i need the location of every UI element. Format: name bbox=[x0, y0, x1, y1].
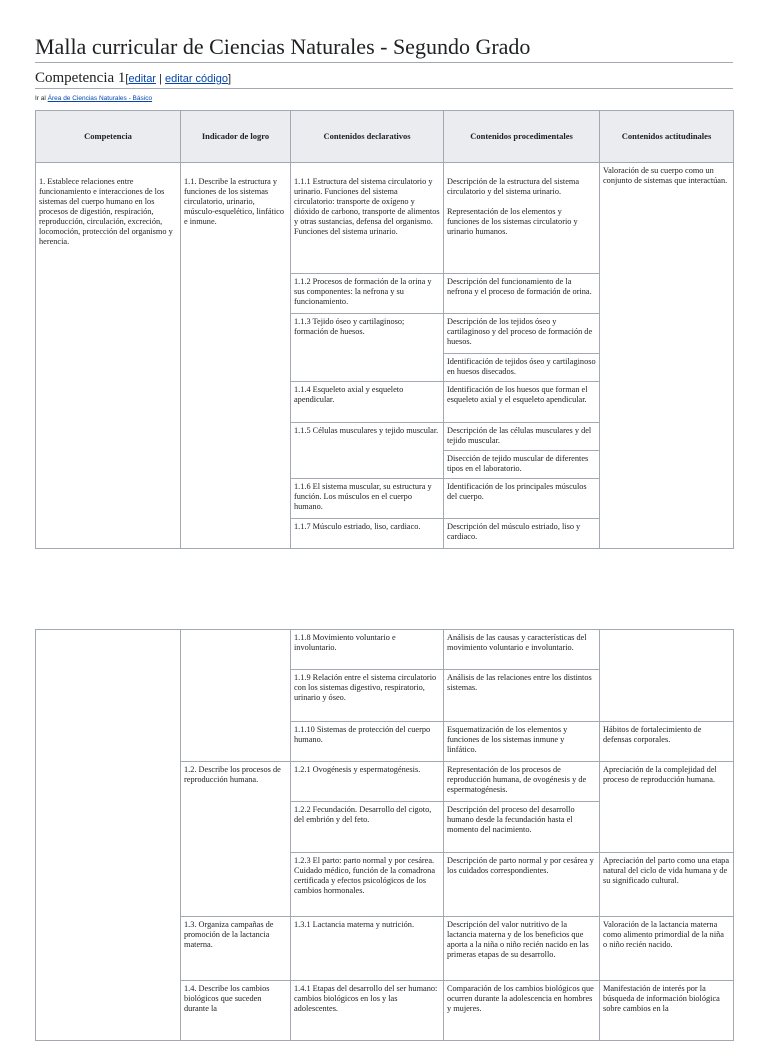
indicador-cell: 1.3. Organiza campañas de promoción de la lactancia materna. bbox=[181, 917, 291, 981]
procedimental-cell: Descripción de las células musculares y del tejido muscular. bbox=[444, 423, 600, 451]
indicador-cell: 1.4. Describe los cambios biológicos que suceden durante la bbox=[181, 981, 291, 1041]
indicador-cell: 1.2. Describe los procesos de reproducción humana. bbox=[181, 762, 291, 917]
declarativo-cell: 1.1.7 Músculo estriado, liso, cardiaco. bbox=[291, 519, 444, 549]
actitudinal-cell bbox=[600, 630, 734, 722]
edit-code-link[interactable]: editar código bbox=[164, 73, 228, 85]
procedimental-cell: Descripción del funcionamiento de la nefrona y el proceso de formación de orina. bbox=[444, 274, 600, 314]
actitudinal-cell: Apreciación de la complejidad del proceso de reproducción humana. bbox=[600, 762, 734, 853]
actitudinal-cell: Valoración de la lactancia materna como alimento primordial de la niña o niño recién nacido. bbox=[600, 917, 734, 981]
procedimental-cell: Descripción del valor nutritivo de la lactancia materna y de los beneficios que aporta a la niña o niño recién nacido en las primeras etapas de su desarrollo. bbox=[444, 917, 600, 981]
breadcrumb-prefix: Ir al bbox=[35, 95, 48, 102]
table-row bbox=[36, 163, 734, 274]
column-header: Contenidos actitudinales bbox=[600, 111, 734, 163]
edit-bracket-close: ] bbox=[227, 73, 232, 85]
procedimental-cell bbox=[444, 163, 600, 274]
procedimental-cell: Análisis de las causas y características del movimiento voluntario e involuntario. bbox=[444, 630, 600, 670]
column-header: Contenidos declarativos bbox=[291, 111, 444, 163]
declarativo-cell: 1.1.3 Tejido óseo y cartilaginoso; formación de huesos. bbox=[291, 314, 444, 382]
declarativo-cell: 1.2.3 El parto: parto normal y por cesárea. Cuidado médico, función de la comadrona certificada y efectos psicológicos de los cambios hormonales. bbox=[291, 853, 444, 917]
procedimental-cell: Identificación de tejidos óseo y cartilaginoso en huesos disecados. bbox=[444, 354, 600, 382]
procedimental-cell: Esquematización de los elementos y funciones de los sistemas inmune y linfático. bbox=[444, 722, 600, 762]
edit-link[interactable]: editar bbox=[128, 73, 156, 85]
edit-bracket-open: [ bbox=[125, 73, 129, 85]
curriculum-table bbox=[35, 110, 734, 549]
column-header: Contenidos procedimentales bbox=[444, 111, 600, 163]
page-title: Malla curricular de Ciencias Naturales - Segundo Grado bbox=[35, 34, 531, 59]
table-header-row bbox=[36, 111, 734, 163]
section-title: Competencia 1 bbox=[35, 70, 126, 86]
procedimental-cell: Representación de los procesos de reproducción humana, de ovogénesis y de espermatogénesis. bbox=[444, 762, 600, 802]
declarativo-cell: 1.3.1 Lactancia materna y nutrición. bbox=[291, 917, 444, 981]
declarativo-cell: 1.2.2 Fecundación. Desarrollo del cigoto, del embrión y del feto. bbox=[291, 802, 444, 853]
procedimental-text: Descripción de la estructura del sistema circulatorio y del sistema urinario. bbox=[447, 177, 580, 196]
procedimental-text: Representación de los elementos y funciones de los sistemas circulatorio y urinario humanos. bbox=[447, 206, 578, 236]
curriculum-table-continued bbox=[35, 629, 734, 1041]
procedimental-cell: Descripción de los tejidos óseo y cartilaginoso y del proceso de formación de huesos. bbox=[444, 314, 600, 354]
column-header: Indicador de logro bbox=[181, 111, 291, 163]
declarativo-cell: 1.4.1 Etapas del desarrollo del ser humano: cambios biológicos en los y las adolescentes. bbox=[291, 981, 444, 1041]
declarativo-cell: 1.2.1 Ovogénesis y espermatogénesis. bbox=[291, 762, 444, 802]
declarativo-cell: 1.1.2 Procesos de formación de la orina y sus componentes: la nefrona y su funcionamiento. bbox=[291, 274, 444, 314]
column-header: Competencia bbox=[36, 111, 181, 163]
section-divider bbox=[35, 88, 733, 89]
breadcrumb bbox=[35, 95, 152, 102]
actitudinal-cell: Manifestación de interés por la búsqueda de información biológica sobre cambios en la bbox=[600, 981, 734, 1041]
procedimental-cell: Comparación de los cambios biológicos que ocurren durante la adolescencia en hombres y mujeres. bbox=[444, 981, 600, 1041]
competencia-cell bbox=[36, 630, 181, 1041]
procedimental-cell: Descripción de parto normal y por cesárea y los cuidados correspondientes. bbox=[444, 853, 600, 917]
declarativo-cell: 1.1.6 El sistema muscular, su estructura y función. Los músculos en el cuerpo humano. bbox=[291, 479, 444, 519]
procedimental-cell: Descripción del proceso del desarrollo humano desde la fecundación hasta el momento del nacimiento. bbox=[444, 802, 600, 853]
declarativo-cell: 1.1.9 Relación entre el sistema circulatorio con los sistemas digestivo, respiratorio, urinario y óseo. bbox=[291, 670, 444, 722]
edit-links bbox=[125, 73, 231, 85]
declarativo-cell: 1.1.8 Movimiento voluntario e involuntario. bbox=[291, 630, 444, 670]
procedimental-cell: Identificación de los huesos que forman el esqueleto axial y el esqueleto apendicular. bbox=[444, 382, 600, 423]
declarativo-cell: 1.1.10 Sistemas de protección del cuerpo humano. bbox=[291, 722, 444, 762]
procedimental-cell: Análisis de las relaciones entre los distintos sistemas. bbox=[444, 670, 600, 722]
procedimental-cell: Disección de tejido muscular de diferentes tipos en el laboratorio. bbox=[444, 451, 600, 479]
edit-separator: | bbox=[155, 73, 165, 85]
declarativo-cell: 1.1.1 Estructura del sistema circulatorio y urinario. Funciones del sistema circulatorio: transporte de oxígeno y dióxido de carbono, transporte de alimentos y otras sustancias, defensa del organismo. Funciones del sistema urinario. bbox=[291, 163, 444, 274]
indicador-cell: 1.1. Describe la estructura y funciones de los sistemas circulatorio, urinario, músculo-esquelético, linfático e inmune. bbox=[181, 163, 291, 549]
indicador-cell bbox=[181, 630, 291, 762]
declarativo-cell: 1.1.4 Esqueleto axial y esqueleto apendicular. bbox=[291, 382, 444, 423]
actitudinal-cell: Apreciación del parto como una etapa natural del ciclo de vida humana y de su significado cultural. bbox=[600, 853, 734, 917]
declarativo-cell: 1.1.5 Células musculares y tejido muscular. bbox=[291, 423, 444, 479]
breadcrumb-link[interactable]: Área de Ciencias Naturales - Básico bbox=[47, 95, 153, 102]
procedimental-cell: Descripción del músculo estriado, liso y cardiaco. bbox=[444, 519, 600, 549]
section-heading bbox=[35, 70, 231, 87]
title-divider bbox=[35, 62, 733, 63]
actitudinal-cell: Hábitos de fortalecimiento de defensas corporales. bbox=[600, 722, 734, 762]
table-row bbox=[36, 630, 734, 670]
competencia-cell: 1. Establece relaciones entre funcionamiento e interacciones de los sistemas del cuerpo humano en los procesos de digestión, respiración, reproducción, circulación, excreción, locomoción, protección del organismo y herencia. bbox=[36, 163, 181, 549]
actitudinal-cell: Valoración de su cuerpo como un conjunto de sistemas que interactúan. bbox=[600, 163, 734, 549]
procedimental-cell: Identificación de los principales músculos del cuerpo. bbox=[444, 479, 600, 519]
